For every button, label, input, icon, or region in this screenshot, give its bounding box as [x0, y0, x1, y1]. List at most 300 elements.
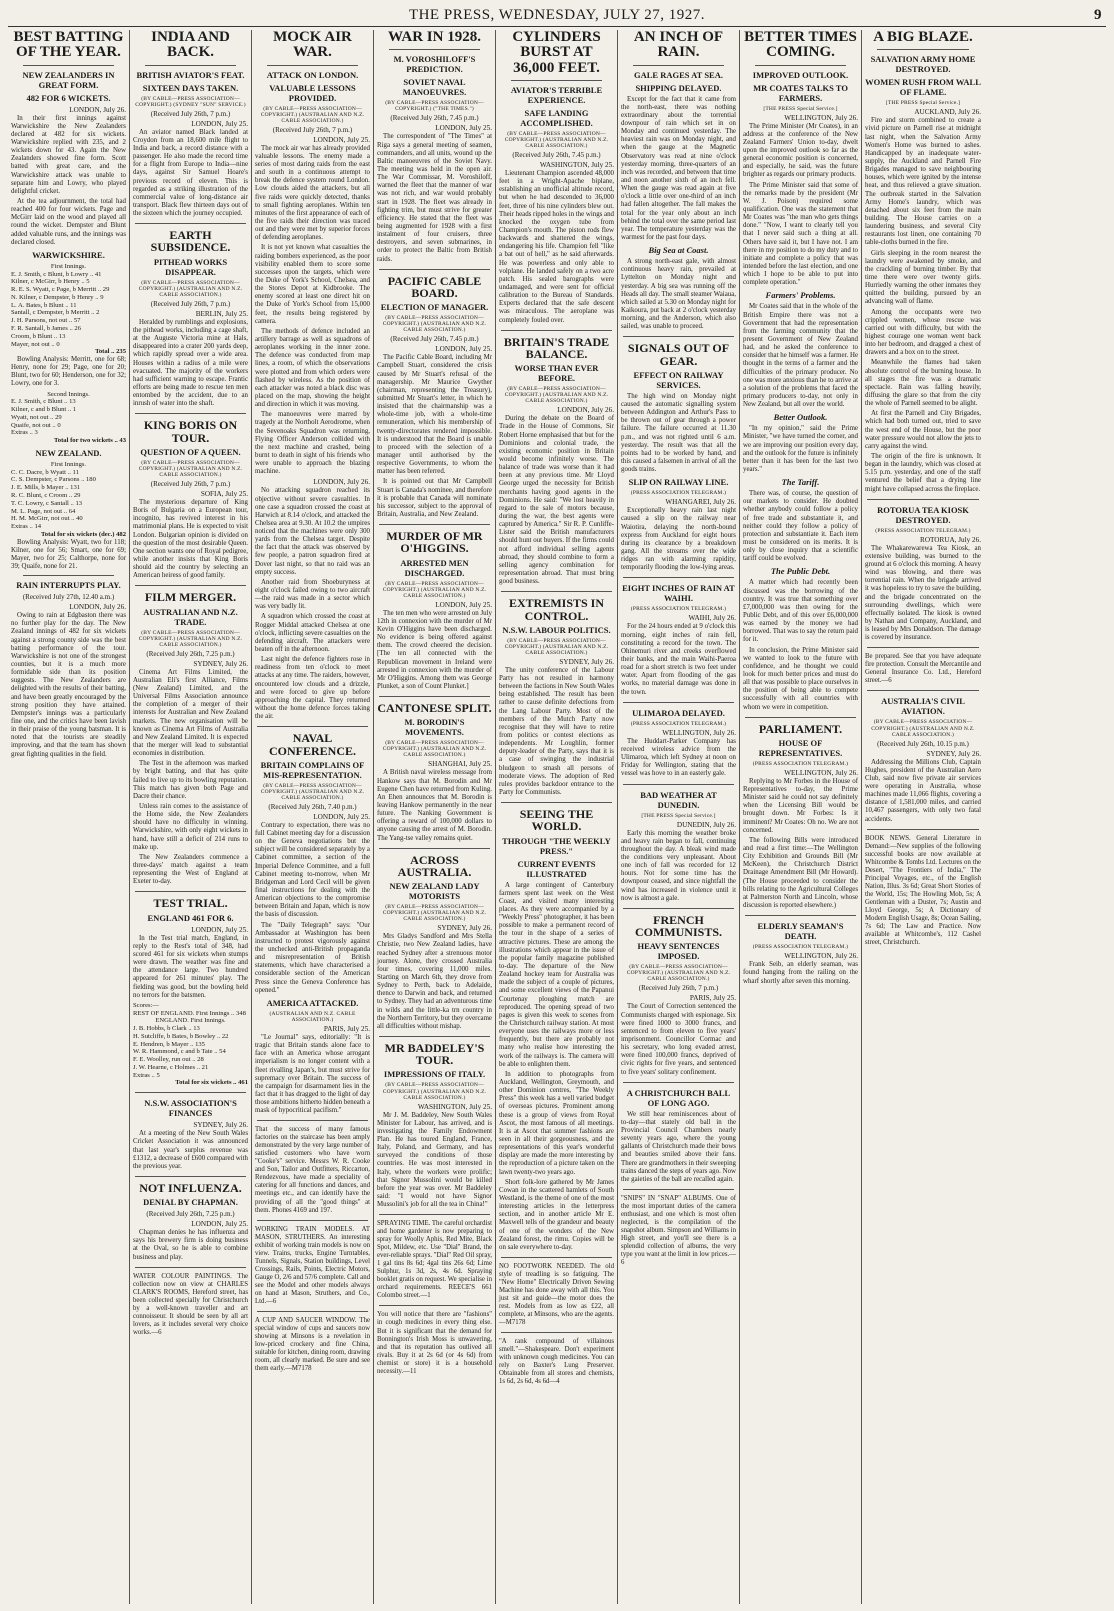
dateline: LONDON, July 26.: [557, 406, 614, 415]
headline: BEST BATTING OF THE YEAR.: [13, 30, 124, 61]
dateline: LONDON, July 26.: [313, 478, 370, 487]
article-text: Heralded by rumblings and explosions, the pithead works, including a cage shaft, at the Auguste Victoria mine at Hals, disappeared into a crater 200 yards deep, which rapidly spread over a wide area. Houses within a radius of a mile were evacuated. The majority of the workers had sufficient warning to escape. Frantic efforts are being made to rescue ten men entombed by the accident, due to an inrush of water into the shaft.: [133, 318, 248, 408]
headline: BRITAIN'S TRADE BALANCE.: [503, 334, 610, 361]
section-subhead: Better Outlook.: [773, 412, 828, 423]
article-text: The Court of Correction sentenced the Communists charged with espionage. Six were fined 1000 to 3000 francs, and sentenced to from eleven to five years' imprisonment. Councillor Cormac and his secretary, who long evaded arrest, were fined 100,000 francs, deprived of civic rights for five years, and sentenced to five years' solitary confinement.: [621, 1003, 736, 1076]
subheadline: SIXTEEN DAYS TAKEN.: [142, 82, 239, 93]
article-text: Owing to rain at Edgbaston there was no further play for the day. The New Zealand innings of 482 for six wickets against a strong county side was the best batting performance of the tour. Warwickshire is not one of the strongest counties, but it is a much more formidable side than its position suggests. The New Zealanders are delighted with the results of their batting, and have been greatly encouraged by the strong position they have attained. Dempster's innings was a particularly fine one, and the critics have been lavish in their praise of the young batsman. It is noted that the tourists are steadily improving, and that the team has shown great fighting qualities in the field.: [11, 612, 126, 758]
credit-line: (PRESS ASSOCIATION TELEGRAM.): [630, 720, 727, 727]
subheadline: AVIATOR'S TERRIBLE EXPERIENCE.: [510, 84, 603, 105]
divider: [145, 65, 236, 66]
score-line: Kilner, c McGirr, b Henry .. 5: [11, 278, 90, 286]
divider: [501, 591, 612, 592]
article-text: Mr J. M. Baddeley, New South Wales Minister for Labour, has arrived, and is investigating the Family Endowment Plan. He has toured England, France, Italy, Poland, and Germany, and has surveyed the conditions of those countries. He was most interested in Italy, where the workers were prolific; that Signor Mussolini would be killed before the year was over. Mr Baddeley said: "I would not have Signor Mussolini's job for all the tea in China!": [377, 1111, 492, 1209]
subheadline: CURRENT EVENTS ILLUSTRATED: [517, 858, 596, 879]
divider: [623, 908, 734, 909]
subheadline: WOMEN RUSH FROM WALL OF FLAME.: [865, 77, 981, 98]
divider: [623, 1189, 734, 1190]
column-3: [252, 30, 374, 1604]
article-text: "Le Journal" says, editorially: "It is tragic that Britain stands alone face to face with an America whose arrogant imperialism is no longer content with a fleet rivalling Japan's, but must strive for supremacy over Britain. The success of the campaign for disarmament lies in the fact that it has dragged to the light of day those ambitions hitherto hidden beneath a mask of hypocritical pacifism.": [255, 1033, 371, 1115]
subheadline: SHIPPING DELAYED.: [635, 82, 722, 93]
article-text: Contrary to expectation, there was no full Cabinet meeting day for a discussion on the Geneva negotiations but the subject will be considered separately by a Cabinet committee, a section of the Imperial Defence Committee, and a full Cabinet meeting to-morrow, when Mr Bridgeman and Lord Cecil will be given final instructions for dealing with the American objections to the compromise between Britain and Japan, which is now the basis of discussion.: [255, 821, 370, 919]
credit-line: (BY CABLE—PRESS ASSOCIATION—COPYRIGHT.) (AUSTRALIAN AND N.Z. CABLE ASSOCIATION.): [382, 740, 487, 759]
subheadline: SAFE LANDING ACCOMPLISHED.: [520, 107, 593, 128]
article-text: The high wind on Monday night caused the automatic signalling system between Addington and Arthur's Pass to be thrown out of gear through a power failure. The failure occurred at 11.30 p.m., and was not righted until 6 a.m. yesterday. The result was that all the points had to be worked by hand, and this caused a falsemen in arrival of all the goods trains.: [621, 392, 736, 474]
score-line: L. A. Bates, b Blunt .. 11: [11, 301, 77, 309]
credit-line: [THE PRESS Special Service.]: [641, 812, 716, 819]
article-text: In their first innings against Warwickshire the New Zealanders declared at 482 for six wickets. Warwickshire replied with 235, and 2 wickets down for 43. Again the New Zealanders showed fine form. Scott batted with great care, and the Warwickshire attack was unable to separate him and Lowry, who played delightful cricket.: [11, 114, 126, 195]
credit-line: (BY CABLE—PRESS ASSOCIATION—COPYRIGHT.) (AUSTRALIAN AND N.Z. CABLE ASSOCIATION.): [382, 904, 487, 923]
scorecard-heading: WARWICKSHIRE.: [32, 249, 105, 260]
dateline: LONDON, July 26.: [69, 105, 126, 114]
divider: [501, 1257, 612, 1258]
subheadline: BRITAIN COMPLAINS OF MIS-REPRESENTATION.: [260, 759, 365, 780]
divider: [257, 726, 368, 727]
columns: [8, 30, 1106, 1604]
credit-line: (PRESS ASSOCIATION TELEGRAM.): [752, 760, 849, 767]
divider: [135, 585, 246, 586]
subheadline: MR COATES TALKS TO FARMERS.: [753, 82, 848, 103]
divider: [623, 336, 734, 337]
dateline: LONDON, July 25.: [191, 925, 248, 934]
dateline: LONDON, July 25.: [435, 345, 492, 354]
divider: [135, 1092, 246, 1093]
credit-line: (BY CABLE—PRESS ASSOCIATION—COPYRIGHT.) (AUSTRALIAN AND N.Z. CABLE ASSOCIATION.): [138, 279, 243, 298]
page-number: 9: [1094, 7, 1102, 23]
divider: [501, 802, 612, 803]
article-text: Short folk-lore gathered by Mr James Cowan in the scattered hamlets of South Westland, is the theme of one of the most interesting articles in the letterpress section, and in another article Mr E. Maxwell tells of the grandeur and beauty of one of the wonders of the New Zealand forest, the rimu. Copies will be on sale everywhere to-day.: [499, 1178, 614, 1251]
subheadline: VALUABLE LESSONS PROVIDED.: [269, 82, 356, 103]
score-line: Santall, c Dempster, b Merritt .. 2: [11, 309, 100, 317]
score-line: Extras .. 3: [11, 429, 38, 437]
subheadline: ARRESTED MEN DISCHARGED.: [400, 557, 469, 578]
score-line: M. L. Page, not out .. 64: [11, 507, 76, 515]
dateline: SYDNEY, July 26.: [926, 749, 981, 758]
dateline: LONDON, July 26.: [69, 603, 126, 612]
advertisement: NO FOOTWORK NEEDED. The old style of treadling is so fatiguing. The "New Home" Electrically Driven Sewing Machine has done away with all this. You just sit and guide—the motor does the rest. Models from as low as £22, all complete, at Minsons, who are the agents.—M7178: [499, 1262, 614, 1327]
headline: AN INCH OF RAIN.: [633, 30, 724, 61]
article-text: Unless rain comes to the assistance of the Home side, the New Zealanders should have no difficulty in winning. Warwickshire, with only eight wickets in hand, have still a deficit of 214 runs to make up.: [133, 803, 248, 851]
article-text: An aviator named Black landed at Croydon from an 18,600 mile flight to India and back, a record distance with a passenger. He also made the record time for a flight from Europe to India—nine days, against Sir Samuel Hoare's previous record of eleven. This is regarded as a striking illustration of the commercial value of long-distance air transport. Black flew thirteen days out of the sixteen which the journey occupied.: [133, 128, 248, 218]
section-subhead: The Tariff.: [781, 477, 820, 488]
score-line: J. H. Parsons, not out .. 57: [11, 317, 81, 325]
divider: [257, 1311, 368, 1312]
score-line: C. S. Dempster, c Parsons .. 180: [11, 476, 96, 484]
dateline: ROTORUA, July 26.: [920, 535, 981, 544]
credit-line: (BY CABLE—PRESS ASSOCIATION—COPYRIGHT.) (AUSTRALIAN AND N.Z. CABLE ASSOCIATION.): [504, 386, 609, 405]
credit-line: (PRESS ASSOCIATION TELEGRAM.): [630, 606, 727, 613]
article-text: The Test in the afternoon was marked by bright batting, and that has quite failed to live up to its bowling reputation. This match has given both Page and Dacre their chance.: [133, 760, 248, 800]
subheadline: 482 FOR 6 WICKETS.: [26, 92, 111, 103]
score-line: H. M. McGirr, not out .. 40: [11, 515, 83, 523]
score-line: Kilner, c and b Blunt .. 1: [11, 406, 77, 414]
headline: KING BORIS ON TOUR.: [143, 418, 238, 445]
divider: [379, 1214, 490, 1215]
dateline: LONDON, July 25.: [435, 124, 492, 133]
subheadline: AMERICA ATTACKED.: [266, 997, 359, 1008]
dateline: LONDON, July 25.: [191, 119, 248, 128]
article-text: The Whakarewarewa Tea Kiosk, an extensive building, was burned to the ground at 6 o'clock this morning. A heavy wind was blowing, and there was torrential rain. When the brigade arrived it was hopeless to try to save the building, and the brigade concentrated on the surrounding dwellings, which were effectually isolated. The kiosk is owned by Nathan and Company, Auckland, and is leased by Mrs Donaldson. The damage is covered by insurance.: [865, 544, 981, 642]
score-line: E. Hendren, b Mayer .. 135: [133, 1040, 205, 1048]
advertisement: "SNIPS" IN "SNAP" ALBUMS. One of the most important duties of the camera enthusiast, and one which is most often neglected, is the compilation of the snapshot album. Simpson and Williams in High street, and you'll see there is a splendid collection of albums, the very type you want at the limit in low prices.—6: [621, 1194, 736, 1267]
credit-line: (BY CABLE—PRESS ASSOCIATION—COPYRIGHT.) (AUSTRALIAN AND N.Z. CABLE ASSOCIATION.): [382, 315, 487, 334]
advertisement: A CUP AND SAUCER WINDOW. The special window of cups and saucers now showing at Minsons is a revelation in low-priced crockery and fine China, suitable for kitchen, dining room, drawing room, all clearly marked. Be sure and see them early.—M7178: [255, 1316, 370, 1372]
subheadline: GALE RAGES AT SEA.: [634, 69, 723, 80]
subheadline: AUSTRALIAN AND N.Z. TRADE.: [143, 606, 238, 627]
article-text: At first the Parnell and City Brigades, which had both turned out, tried to save the west end of the House, but the poor water pressure would not allow the jets to carry against the wind.: [865, 410, 981, 450]
score-line: R. C. Blunt, c Croom .. 29: [11, 492, 81, 500]
subheadline: SLIP ON RAILWAY LINE.: [628, 477, 729, 488]
credit-line: (BY CABLE—PRESS ASSOCIATION—COPYRIGHT.) (AUSTRALIAN AND N.Z. CABLE ASSOCIATION.): [382, 580, 487, 599]
score-line: J. B. Hobbs, b Clark .. 13: [133, 1025, 200, 1033]
score-line: Extras .. 5: [133, 1071, 160, 1079]
dateline: LONDON, July 25.: [313, 135, 370, 144]
headline: CYLINDERS BURST AT 36,000 FEET.: [512, 30, 601, 76]
headline: PARLIAMENT.: [758, 721, 843, 736]
headline: MR BADDELEY'S TOUR.: [384, 1041, 485, 1068]
dateline: AUCKLAND, July 26.: [914, 108, 981, 117]
score-line: Croom, b Blunt .. 13: [11, 332, 66, 340]
score-line: H. Sutcliffe, b Bates, b Bowley .. 22: [133, 1032, 229, 1040]
divider: [755, 65, 846, 66]
score-line: T. C. Lowry, c Santall .. 13: [11, 499, 83, 507]
divider: [633, 65, 724, 66]
received-line: (Received July 26th, 7.25 p.m.): [146, 1210, 235, 1219]
column-4: [374, 30, 496, 1604]
credit-line: (BY CABLE—PRESS ASSOCIATION—COPYRIGHT.) (AUSTRALIAN AND N.Z. CABLE ASSOCIATION.): [871, 719, 975, 738]
subheadline: IMPROVED OUTLOOK.: [752, 69, 849, 80]
received-line: (Received July 26th, 7 p.m.): [150, 480, 231, 488]
score-line: E. J. Smith, c Blunt, b Lowry .. 41: [11, 270, 102, 278]
article-text: Cinema Art Films Limited, the Australian Eli's first Alliance, Films (New Zealand) Limited, and the Universal Films Association announce the completion of a merger of their interests for Australian and New Zealand markets. The new organisation will be known as Cinema Art Films of Australia and New Zealand Limited. It is expected that the merger will lead to substantial economies in distribution.: [133, 668, 248, 758]
article-text: The "Daily Telegraph" says: "Our Ambassador at Washington has been instructed to protest vigorously against the unchecked anti-British propaganda and misrepresentation of British statements, which have characterised a considerable section of the American Press since the Geneva Conference has opened.": [255, 921, 370, 994]
subheadline: ROTORUA TEA KIOSK DESTROYED.: [877, 504, 969, 525]
headline: EARTH SUBSIDENCE.: [150, 228, 231, 255]
headline: FRENCH COMMUNISTS.: [634, 912, 722, 940]
column-5: [496, 30, 618, 1604]
subheadline: EFFECT ON RAILWAY SERVICES.: [633, 369, 724, 390]
article-text: For the 24 hours ended at 9 o'clock this morning, eight inches of rain fell, constituting a record for the town. The Ohinemuri river and creeks overflowed their banks, and the main Waihi-Paeroa road for a short stretch is two feet under water. Apart from flooding of the gas works, no material damage was done in the town.: [621, 623, 736, 696]
subheadline: AUSTRALIA'S CIVIL AVIATION.: [881, 696, 965, 717]
credit-line: (BY CABLE—PRESS ASSOCIATION—COPYRIGHT.) (AUSTRALIAN AND N.Z. CABLE ASSOCIATION.): [382, 1082, 487, 1101]
article-text: Last night the defence fighters rose in readiness from ten o'clock to meet attacks at any time. The raiders, however, encountered low clouds and a drizzle, and were forced to give up before approaching the capital. They returned without the home defence forces taking the air.: [255, 656, 370, 721]
article-text: During the debate on the Board of Trade in the House of Commons, Sir Robert Horne emphasised that but for the Dominions and colonial trade, the existing economic position in Britain would become infinitely worse. The balance of trade was worse than it had been at any previous time. Mr Lloyd George urged the necessity for British merchants having good agents in the Dominions. He said: "We lost heavily in regard to the sale of motors because, during the war, the best agents were captured by America." Sir R. P. Cunliffe-Lister said the British manufacturers should hunt out buyers. If the firms could not afford individual selling agents abroad, they should combine to form a selling agency combination for representation abroad. That must bring good business.: [499, 415, 614, 586]
headline: MOCK AIR WAR.: [273, 30, 352, 61]
article-text: The following Bills were introduced and read a first time:—The Wellington City Exhibition and Grounds Bill (Mr McKeen), the Christchurch District Drainage Amendment Bill (Mr Howard). (The House proceeded to consider the bills relating to the Agricultural Colleges at Palmerston North and Lincoln, whose discussion is reported elsewhere.): [743, 836, 858, 910]
column-1: [8, 30, 130, 1604]
credit-line: [THE PRESS Special Service.]: [885, 100, 961, 107]
subheadline: ATTACK ON LONDON.: [266, 69, 359, 80]
score-total: Total for two wickets .. 43: [54, 437, 126, 445]
dateline: WELLINGTON, July 26.: [784, 768, 858, 777]
score-line: C. C. Dacre, b Wyatt .. 11: [11, 468, 79, 476]
article-text: Among the occupants were two crippled women, whose rescue was carried out with difficulty, but with the highest courage one woman went back into her bedroom, and dragged a chest of drawers and a box on to the street.: [865, 308, 981, 357]
score-total: Total for six wickets (dec.) 482: [41, 530, 126, 538]
article-text: At the tea adjournment, the total had reached 400 for four wickets. Page and McGirr laid on the wood and played all round the wicket. Dempster and Blunt added valuable runs, and the innings was declared closed.: [11, 198, 126, 246]
dateline: SYDNEY, July 26.: [193, 659, 248, 668]
divider: [867, 647, 979, 648]
credit-line: (BY CABLE—PRESS ASSOCIATION—COPYRIGHT.) (AUSTRALIAN AND N.Z. CABLE ASSOCIATION.): [260, 105, 365, 124]
subheadline: ELDERLY SEAMAN'S DEATH.: [757, 921, 844, 942]
article-text: It is not yet known what casualties the raiding bombers experienced, as the poor visibility enabled them to score some successes upon the targets, which were the Duke of York's School, Chelsea, and the Stores Depot at Kidbrooke. The enemy scored at least one direct hit on the Duke of York's School from 15,000 feet, the results being registered by camera.: [255, 244, 370, 325]
scorecard-warwickshire: [11, 271, 126, 349]
divider: [135, 223, 246, 224]
subheadline: RAIN INTERRUPTS PLAY.: [16, 580, 121, 591]
subheadline: HOUSE OF REPRESENTATIVES.: [758, 737, 843, 758]
subheadline: SALVATION ARMY HOME DESTROYED.: [870, 54, 976, 75]
received-line: (Received July 26th, 7 p.m.): [272, 125, 353, 134]
article-text: The methods of defence included an artillery barrage as well as squadrons of aeroplanes working in the inner zone. The defence was conducted from map lines, a room, of which the observations were plotted and from which orders were flashed by wireless. As the position of each attacker was noted a black disc was placed on the map, showing the height and direction in which it was moving.: [255, 327, 370, 409]
divider: [23, 575, 114, 576]
divider: [379, 696, 490, 697]
article-text: Another raid from Shoeburyness at eight o'clock failed owing to two aircraft—the raid was made in a sector which was very badly lit.: [255, 578, 370, 611]
headline: WAR IN 1928.: [388, 30, 481, 45]
advertisement: WATER COLOUR PAINTINGS. The collection now on view at CHARLES CLARK'S ROOMS, Hereford street, has been collected specially for Christchurch by a well-known traveller and art connoisseur. It should be seen by all art lovers, as it includes several very choice works.—6: [133, 1272, 248, 1336]
article-text: Exceptionally heavy rain last night caused a slip on the railway near Waiotira, delaying the north-bound express from Auckland for eight hours during its clearance by a breakdown gang. All the streams over the wide ridges ran with alarming rapidity, temporarily flooding the low-lying areas.: [621, 507, 736, 572]
credit-line: (BY CABLE—PRESS ASSOCIATION—COPYRIGHT.) (AUSTRALIAN AND N.Z. CABLE ASSOCIATION.): [138, 459, 243, 478]
divider: [745, 915, 856, 916]
dateline: WASHINGTON, July 25.: [539, 161, 614, 170]
credit-line: (BY CABLE—PRESS ASSOCIATION—COPYRIGHT.) (AUSTRALIAN AND N.Z. CABLE ASSOCIATION.): [504, 130, 609, 149]
article-text: The New Zealanders commence a three-days' match against a team representing the West of England at Exeter to-day.: [133, 853, 248, 886]
divider: [511, 80, 602, 81]
dateline: WELLINGTON, July 26.: [784, 952, 858, 961]
headline: PACIFIC CABLE BOARD.: [387, 273, 482, 300]
article-text: Fire and storm combined to create a vivid picture on Parnell rise at midnight last night, when the Salvation Army Women's Home was burned to ashes. Handicapped by an inadequate water-supply, the Auckland and Parnell Fire Brigades managed to save neighbouring houses, which were ignited by the intense heat, and thus relieved a grave situation. The outbreak started in the Salvation Army Home's laundry, which was detached about six feet from the main building. The House carries on a laundering business, and several City restaurants lost linen, one containing 70 table-cloths burned in the fire.: [865, 117, 981, 247]
credit-line: (BY CABLE—PRESS ASSOCIATION—COPYRIGHT.) (AUSTRALIAN AND N.Z. CABLE ASSOCIATION.): [260, 782, 365, 801]
subheadline: NEW ZEALANDERS IN GREAT FORM.: [22, 69, 115, 90]
credit-line: [THE PRESS Special Service.]: [763, 105, 838, 112]
article-text: A squadron which crossed the coast at Rogger Middal attacked Chelsea at one o'clock, inflicting severe casualties on the defending aircraft. The attackers were beaten off in the afternoon.: [255, 613, 370, 654]
divider: [23, 65, 114, 66]
dateline: LONDON, July 25.: [435, 600, 492, 609]
subheadline: ELECTION OF MANAGER.: [380, 302, 489, 313]
scorecard-heading: NEW ZEALAND.: [35, 447, 102, 458]
headline: ACROSS AUSTRALIA.: [397, 852, 472, 879]
article-text: Meanwhile the flames had taken absolute control of the burning house. In all stages the fire was a dramatic spectacle. Rain was falling heavily, diffusing the glare so that from the city the whole of Parnell seemed to be alight.: [865, 359, 981, 408]
article-text: The Prime Minister said that some of the remarks made by the president (Mr W. J. Poison) required some qualification. One was the statement that Mr Coates was "the man who gets things done." "Now, I want to clearly tell you that I never said such a thing at all. Others have said it, but I have not. I am there in my position to do my duty and to initiate and complete a policy that was intended before the last election, and one which I hope to be able to put into complete operation.": [743, 181, 858, 287]
score-line: N. Kilner, c Dempster, b Henry .. 9: [11, 293, 104, 301]
column-8: [862, 30, 984, 1604]
divider: [867, 499, 979, 500]
divider: [745, 717, 856, 718]
divider: [135, 891, 246, 892]
divider: [379, 1305, 490, 1306]
score-line: Wyatt, not out .. 29: [11, 413, 62, 421]
divider: [267, 65, 358, 66]
divider: [389, 49, 480, 50]
subheadline: BRITISH AVIATOR'S FEAT.: [136, 69, 245, 80]
received-line: (Received July 26th, 7.25 p.m.): [146, 649, 235, 658]
section-subhead: Big Sea at Coast.: [648, 245, 709, 256]
subheadline: ENGLAND 461 FOR 6.: [147, 912, 234, 923]
headline: NAVAL CONFERENCE.: [268, 731, 356, 758]
article-text: The Huddart-Parker Company has received wireless advice from the Ulimaroa, which left Sydney at noon on Friday for Wellington, stating that the vessel was hove to in an easterly gale.: [621, 737, 736, 778]
headline: FILM MERGER.: [144, 590, 237, 605]
subheadline: N.S.W. ASSOCIATION'S FINANCES: [144, 1098, 237, 1119]
subheadline: DENIAL BY CHAPMAN.: [143, 1197, 238, 1208]
advertisement: "A rank compound of villainous smell."—Shakespeare. Don't experiment with unknown cough medicines. You can rely on Baxter's Lung Preserver. Obtainable from all stores and chemists, 1s 6d, 2s 6d, 4s 6d—4: [499, 1338, 614, 1386]
headline: EXTREMISTS IN CONTROL.: [508, 596, 605, 623]
dateline: WELLINGTON, July 26.: [784, 113, 858, 122]
article-text: A British naval wireless message from Hankow says that M. Borodin and Mr Eugene Chen have returned from Kuling. An Ehen announces that M. Borodin is leaving Hankow permanently in the near future. The Nanking Government is offering a reward of 100,000 dollars to anyone causing the arrest of M. Borodin. The Yang-tse valley remains quiet.: [377, 769, 492, 842]
article-text: A strong north-east gale, with almost continuous heavy rain, prevailed at Lyttelton on Monday night and yesterday. A big sea was running off the Heads all day. The small steamer Waiaua, which sailed at 5.30 on Monday night for Kaikoura, put back at 2 o'clock yesterday morning, and the Anderson, which also sailed, was unable to proceed.: [621, 258, 736, 331]
subheadline: BAD WEATHER AT DUNEDIN.: [640, 789, 717, 810]
subheadline: EIGHT INCHES OF RAIN AT WAIHI.: [622, 583, 735, 604]
subheadline: THROUGH "THE WEEKLY PRESS.": [502, 835, 611, 856]
article-text: In conclusion, the Prime Minister said we wanted to look to the future with confidence, and he thought we could look for much better prices and must do all that was possible to place ourselves in the position of being able to compete successfully with all countries with whom we were in competition.: [743, 646, 858, 711]
section-subhead: The Public Debt.: [770, 566, 831, 577]
scorecard-subheading: First Innings.: [50, 262, 87, 270]
subheadline: N.S.W. LABOUR POLITICS.: [502, 624, 611, 635]
headline: INDIA AND BACK.: [151, 30, 230, 61]
article-text: In addition to photographs from Auckland, Wellington, Greymouth, and other Dominion centres, "The Weekly Press" this week has a well varied budget of overseas pictures. Prominent among these is a group of views from Royal Ascot, the most famous of all meetings. It is at Ascot that summer fashions are seen in all their gorgeousness, and the representations of this year's wonderful display are made the more interesting by the reproduction of a picture taken on the lawn twenty-two years ago.: [499, 1070, 614, 1176]
scorecard-subheading: First Innings.: [50, 460, 87, 468]
article-text: Replying to Mr Forbes in the House of Representatives to-day, the Prime Minister said he could not say definitely when the Licensing Bill would be brought down. Mr Forbes: Is it imminent? Mr Coates: Oh no. We are not concerned.: [743, 777, 858, 834]
dateline: SYDNEY, July 26.: [559, 657, 614, 666]
credit-line: (AUSTRALIAN AND N.Z. CABLE ASSOCIATION.): [269, 1010, 356, 1023]
score-line: Extras .. 14: [11, 523, 42, 531]
dateline: DUNEDIN, July 26.: [676, 820, 736, 829]
article-text: There was, of course, the question of our markets to consider. He doubted whether anybody could follow a policy of free trade and substantiate it, and neither could they follow a policy of protection and substantiate it. Each item must be considered on its merits. It is only by close inquiry that a scientific tariff could be evolved.: [743, 490, 858, 563]
dateline: WELLINGTON, July 26.: [662, 728, 736, 737]
received-line: (Received July 26th, 7.45 p.m.): [390, 335, 479, 344]
advertisement: WORKING TRAIN MODELS. AT MASON, STRUTHERS. An interesting exhibit of working train models is now on view. Trains, trucks, Engine Turntables, Tunnels, Signals, Station buildings, Level Crossings, Rails, Points, Electric Motors, Gauge O, 2/6 and 57/6 complete. Call and see the Model and other models always on hand at Mason, Struthers, and Co., Ltd.—6: [255, 1225, 370, 1305]
divider: [623, 577, 734, 578]
score-line: F. R. Santall, b James .. 26: [11, 324, 81, 332]
headline: MURDER OF MR O'HIGGINS.: [386, 529, 483, 556]
dateline: BERLIN, July 25.: [195, 309, 248, 318]
score-line: J. E. Mills, b Mayer .. 131: [11, 484, 81, 492]
subheadline: M. VOROSHILOFF'S PREDICTION.: [393, 54, 476, 75]
headline: NOT INFLUENZA.: [139, 1180, 242, 1195]
received-line: (Received July 26th, 7.40 p.m.): [268, 802, 357, 811]
divider: [135, 413, 246, 414]
received-line: (Received July 27th, 12.40 a.m.): [22, 593, 115, 602]
divider: [623, 702, 734, 703]
masthead-title: THE PRESS, WEDNESDAY, JULY 27, 1927.: [408, 7, 706, 23]
advertisement: Be prepared. See that you have adequate fire protection. Consult the Mercantile and General Insurance Co. Ltd., Hereford street.—6: [865, 653, 981, 685]
divider: [501, 330, 612, 331]
divider: [379, 269, 490, 270]
dateline: SOFIA, July 25.: [200, 490, 248, 498]
received-line: (Received July 26th, 7.45 p.m.): [390, 114, 479, 123]
scores-label: Scores:—: [133, 1001, 160, 1009]
advertisement: BOOK NEWS. General Literature in Demand:—New supplies of the following successful books are now available at Whitcombe & Tombs Ltd. Lectures on the Desert, "The Frontiers of India," The Principal Voyages, etc., of the English Nation, Illus. 3s 6d; Great Short Stories of the World, 15s; The Howling Mob, 5s; A Gentleman with a Duster, 7s; Austin and Lloyd George, 5s; A Dictionary of Modern English Usage, 8s; Ocean Sailing, 7s 6d; The Law and Practice. Now available at Whitcombe's, 112 Cashel street, Christchurch.: [865, 834, 981, 946]
dateline: PARIS, July 25.: [689, 994, 736, 1003]
article-text: At a meeting of the New South Wales Cricket Association it was announced that last year's surplus revenue was £1312, a decrease of £600 compared with the previous year.: [133, 1130, 248, 1170]
column-7: [740, 30, 862, 1604]
article-text: The Prime Minister (Mr Coates), in an address at the conference of the New Zealand Farmers' Union to-day, dwelt upon the improved outlook so far as the general economic position is concerned, and especially, he said, was the future brighter as regards our primary products.: [743, 122, 858, 179]
score-line: E. J. Smith, c Blunt .. 13: [11, 398, 76, 406]
received-line: (Received July 26th, 7 p.m.): [150, 299, 231, 308]
received-line: (Received July 26th, 7 p.m.): [638, 984, 719, 993]
subheadline: IMPRESSIONS OF ITALY.: [383, 1069, 486, 1080]
article-text: Frank Seib, an elderly seaman, was found hanging from the railing on the wharf shortly after seven this morning.: [743, 961, 858, 985]
divider: [135, 1176, 246, 1177]
score-line: Quaife, not out .. 0: [11, 421, 61, 429]
subheadline: PITHEAD WORKS DISAPPEAR.: [153, 256, 228, 277]
article-text: No attacking squadron reached its objective without severe casualties. In one case a squadron crossed the coast at Harwich at 8.14 o'clock, and attacked the Chelsea area at 9.30. At 10.2 the umpires noticed that the machines were only 300 yards from the Chelsea target. Despite the fact that the attack was observed by few people, a patron squadron fired at Dover last night, so that no raid was an empty success.: [255, 487, 370, 576]
article-text: In the Test trial match, England, in reply to the Rest's total of 348, had scored 461 for six wickets when stumps were drawn. The weather was fine and the attendance large. Two hundred appeared for 261 minutes' play. The fielding was good, but the bowling held no terrors for the batsmen.: [133, 934, 248, 999]
score-line: J. W. Hearne, c Holmes .. 21: [133, 1063, 209, 1071]
headline: A BIG BLAZE.: [873, 30, 973, 45]
divider: [867, 829, 979, 830]
divider: [379, 848, 490, 849]
score-total: Total for six wickets .. 461: [175, 1079, 248, 1087]
column-6: [618, 30, 740, 1604]
article-text: Lieutenant Champion ascended 48,000 feet in a Wright-Apache biplane, establishing an unofficial altitude record, but when he had descended to 36,000 feet, three of his nine cylinders blew out. Their heads ripped holes in the wings and knocked the oxygen tube from Champion's mouth. The piston rods flew backwards and shattered the wings, endangering his life. Champion fell "like a bat out of hell," as he said afterwards. He was powerless and only able to volplane. He landed safely on a two acre patch. His sealed barographs were undamaged, and were sent for official calibration to the Bureau of Standards. Experts declared that the safe descent was miraculous. The aeroplane was completely fouled over.: [499, 170, 615, 324]
article-text: The ten men who were arrested on July 12th in connexion with the murder of Mr Kevin O'Higgins have been discharged. No evidence is being offered against them. The crowd cheered the decision. [The ten all connected with the Republican movement in Ireland were arrested in connexion with the murder of Mr O'Higgins. Among them was George Plunket, a son of Count Plunket.]: [377, 609, 492, 690]
bowling-analysis: Bowling Analysis: Wyatt, two for 118; Kilner, one for 56; Smart, one for 69; Mayer, two for 25; Calthorpe, none for 39; Quaife, none for 21.: [11, 538, 126, 571]
article-text: A matter which had recently been discussed was the borrowing of the country. It was true that something over £7,000,000 was then owing for the Public Debt, and of this over £6,000,000 was earned by the money we had borrowed. That was to say the return paid for it.: [743, 579, 858, 644]
received-line: (Received July 26th, 7.45 p.m.): [512, 151, 601, 160]
divider: [379, 524, 490, 525]
dateline: LONDON, July 25.: [191, 1220, 248, 1229]
divider: [623, 1082, 734, 1083]
score-line: R. E. S. Wyatt, c Page, b Merritt .. 29: [11, 286, 110, 294]
divider: [257, 1120, 368, 1121]
divider: [501, 1332, 612, 1333]
article-text: The mock air war has already provided valuable lessons. The enemy made a series of most daring raids from the east and south in a continuous attempt to break the defence system round London. Low clouds aided the attackers, but all five raids were quickly detected, thanks to small fighting aeroplanes. Within ten minutes of the first appearance of each of the five raids their direction was traced out and they were met by superior forces of defending aeroplanes.: [255, 144, 370, 242]
received-line: (Received July 26th, 10.15 p.m.): [877, 739, 969, 748]
subheadline: QUESTION OF A QUEEN.: [140, 446, 241, 457]
scorecard-subheading: Second Innings.: [47, 390, 90, 398]
dateline: SHANGHAI, July 25.: [428, 760, 492, 769]
article-text: The correspondent of "The Times" at Riga says a general meeting of seamen, commanders, and all units, wound up the Baltic manoeuvres of the Soviet Navy. The meeting was held in the open air. The War Commissar, M. Voroshiloff, warned the fleet that the manner of war was not rich, and war would probably start in 1928. The fleet was already in fighting trim, but must strive for greater efficiency. He stated that the fleet was being augmented for 1928 with a first instalment of four cruisers, three destroyers, and seven submarines, in order to protect the Baltic from British raids.: [377, 133, 492, 263]
bowling-analysis: Bowling Analysis: Merritt, one for 68; Henry, none for 29; Page, one for 20; Blunt, two for 60; Henderson, one for 32; Lowry, one for 3.: [11, 356, 126, 388]
dateline: LONDON, July 25.: [313, 812, 370, 821]
article-text: A large contingent of Canterbury farmers spent last week on the West Coast, and visited many interesting places. As they were accompanied by a "Weekly Press" photographer, it has been possible to make a permanent record of the tour in the shape of a series of attractive pictures. These are among the illustrations which appear in the issue of the popular family magazine published to-day. The departure of the New Zealand hockey team for Australia was made the subject of a couple of pictures, and some excellent views of the Papanui Courtenay ploughing match are reproduced. The opening spread of two pages is given this week to scenes from the Christchurch railway station. At most everyone uses the railways more or less frequently, but there are probably not many who realise how interesting the work of the railways is. The camera will be able to enlighten them.: [499, 881, 614, 1068]
article-text: Girls sleeping in the room nearest the laundry were awakened by smoke, and the crackling of burning timber. By that time there were over twenty girls. Hurriedly warning the other inmates they quitted the building, pursued by an advancing wall of flame.: [865, 249, 981, 306]
dateline: WHANGAREI, July 26.: [665, 498, 736, 507]
section-subhead: Farmers' Problems.: [765, 290, 836, 301]
credit-line: (BY CABLE—PRESS ASSOCIATION—COPYRIGHT.) (AUSTRALIAN AND N.Z. CABLE ASSOCIATION.): [504, 637, 609, 656]
headline: SIGNALS OUT OF GEAR.: [627, 341, 730, 368]
divider: [135, 1267, 246, 1268]
credit-line: (BY CABLE—PRESS ASSOCIATION—COPYRIGHT.) ("THE TIMES."): [385, 100, 484, 113]
headline: CANTONESE SPLIT.: [377, 701, 492, 716]
subheadline: HEAVY SENTENCES IMPOSED.: [637, 941, 720, 962]
dateline: PARIS, July 25.: [323, 1024, 370, 1033]
divider: [877, 49, 969, 50]
headline: TEST TRIAL.: [153, 896, 228, 911]
received-line: (Received July 26th, 7 p.m.): [150, 109, 231, 118]
article-text: Except for the fact that it came from the north-east, there was nothing extraordinary about the torrential downpour of rain which set in on Monday and continued yesterday. The heaviest rain was on Monday night, and when the gauge at the Magnetic Observatory was read at nine o'clock yesterday morning, three-quarters of an inch was recorded, and between that time and noon another sixth of an inch fell. When the gauge was read again at five o'clock a little over one-third of an inch had fallen altogether. The fall makes the total for the year only about an inch behind the total over the same period last year. The temperature yesterday was the warmest for the past four days.: [621, 95, 736, 241]
column-2: [130, 30, 252, 1604]
article-text: The Pacific Cable Board, including Mr Campbell Stuart, considered the crisis caused by Mr Stuart's refusal of the managership. Mr Maurice Gwyther (chairman, representing the Treasury), submitted Mr Stuart's letter, in which he insisted that the chairmanship was a whole-time job, with a whole-time remuneration, which his membership of twenty-directorates rendered impossible. It is understood that the Board is unable to proceed with the selection of a manager until authorised by the respective Governments, to whom the matter has been referred.: [377, 354, 492, 476]
advertisement: You will notice that there are "fashions" in cough medicines in every thing else. But it is significant that the demand for Bonnington's Irish Moss is unwavering, and that its reputation has outlived all rivals. Buy it at 2s 6d (or 4s 6d) from chemist or store) it is a household necessity.—11: [377, 1311, 492, 1375]
article-text: The origin of the fire is unknown. It began in the laundry, which was closed at 5.15 p.m. yesterday, and one of the staff ventured the belief that a drying line might have collapsed across the fireplace.: [865, 452, 981, 493]
article-text: Early this morning the weather broke and heavy rain began to fall, continuing throughout the day. A bleak wind made the conditions very unpleasant. About one inch of fall was recorded for 12 hours. Not for some time has the downpour ceased, and since nightfall the wind has increased in violence until it now is almost a gale.: [621, 829, 736, 902]
score-line: Mayer, not out .. 0: [11, 340, 60, 348]
subheadline: WORSE THAN EVER BEFORE.: [514, 363, 599, 384]
article-text: Mr Coates said that in the whole of the British Empire there was not a Government that had the representation from the farming community that the present Government of New Zealand had, and he asked the conference to consider that he himself was a farmer. He thought in the terms of a farmer and the difficulties of the primary producer. No one was more anxious than he to arrive at a solution of the problems that faced the primary producers to-day, not only in New Zealand, but all over the world.: [743, 303, 858, 409]
subheadline: M. BORODIN'S MOVEMENTS.: [404, 717, 465, 738]
article-text: "In my opinion," said the Prime Minister, "we have turned the corner, and we are improving our position every day, and the outlook for the future is infinitely better than it has been for the last two years.": [743, 425, 858, 473]
dateline: SYDNEY, July 26.: [193, 1121, 248, 1130]
score-line: REST OF ENGLAND. First Innings .. 348: [133, 1009, 246, 1017]
divider: [623, 784, 734, 785]
credit-line: (PRESS ASSOCIATION TELEGRAM.): [630, 490, 727, 497]
divider: [257, 1220, 368, 1221]
divider: [867, 690, 979, 691]
score-total: Total .. 235: [95, 348, 126, 356]
article-text: The unity conference of the Labour Party has not resulted in harmony between the factions in New South Wales being established. The result has been rather to cause definite defections from the Lang Labour Party. Most of the members of the Mutch Party now recognise that they will have to retire from politics or contest elections as independents. Mr Loughlin, former deputy-leader of the Party, says that it is a case of swinging the industrial bludgeon to smash all persons of moderate views. The adoption of Red rules provides backdoor entrance to the Party for Communists.: [499, 666, 614, 796]
subheadline: SOVIET NAVAL MANOEUVRES.: [402, 77, 467, 98]
credit-line: (BY CABLE—PRESS ASSOCIATION—COPYRIGHT.) (AUSTRALIAN AND N.Z. CABLE ASSOCIATION.): [626, 964, 731, 983]
credit-line: (PRESS ASSOCIATION TELEGRAM.): [752, 944, 849, 951]
